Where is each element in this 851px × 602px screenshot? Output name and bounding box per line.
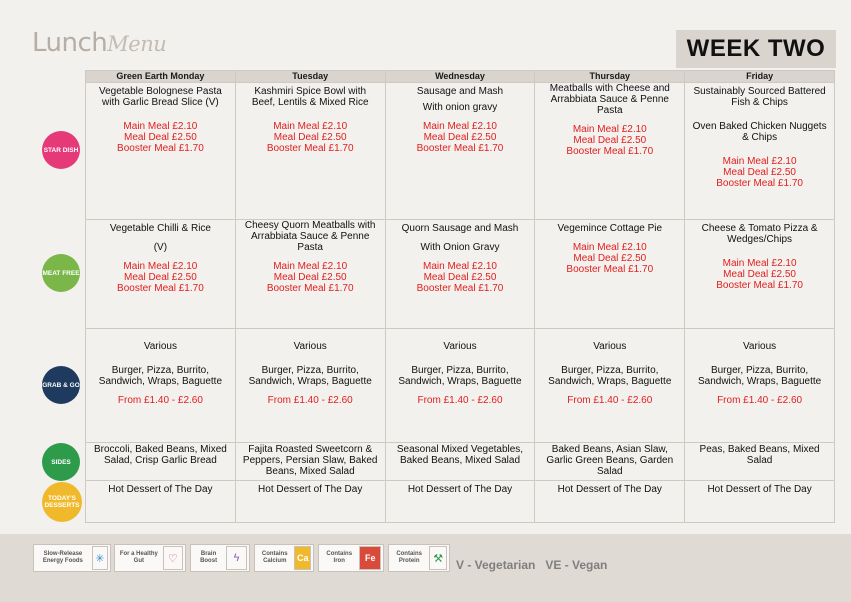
meal-deal-price: Meal Deal £2.50 [423, 132, 497, 143]
dish-name: Cheese & Tomato Pizza & Wedges/Chips [701, 223, 818, 245]
booster-meal-price: Booster Meal £1.70 [716, 178, 803, 189]
sun-icon: ✳ [92, 546, 108, 570]
star-dish-cell [685, 83, 835, 220]
grab-go-title: Various [743, 341, 777, 352]
booster-meal-price: Booster Meal £1.70 [117, 143, 204, 154]
badge-label: Contains Iron [326, 551, 353, 564]
menu-table [85, 70, 835, 523]
main-meal-price: Main Meal £2.10 [123, 261, 198, 272]
booster-meal-price: Booster Meal £1.70 [716, 280, 803, 291]
day-header: Tuesday [235, 71, 385, 83]
grab-go-items: Burger, Pizza, Burrito, Sandwich, Wraps, Baguette [398, 365, 522, 387]
booster-meal-price: Booster Meal £1.70 [117, 283, 204, 294]
meal-deal-price: Meal Deal £2.50 [273, 272, 347, 283]
sides-cell: Baked Beans, Asian Slaw, Garlic Green Beans, Garden Salad [535, 443, 685, 481]
badge-label: Contains Calcium [261, 551, 288, 564]
dish-extra: With onion gravy [422, 102, 498, 113]
star-dish-cell [235, 83, 385, 220]
badge-label: Slow-Release Energy Foods [42, 551, 83, 564]
grab-go-cell [685, 329, 835, 443]
desserts-icon: TODAY'S DESSERTS [42, 482, 82, 522]
meat-free-cell [86, 220, 236, 329]
logo-script-text: Menu [107, 32, 167, 56]
dish-name: Vegemince Cottage Pie [557, 223, 663, 234]
sides-icon: SIDES [42, 443, 80, 481]
grab-and-go-icon: GRAB & GO [42, 366, 80, 404]
badge-label: Brain Boost [200, 551, 218, 564]
grab-go-items: Burger, Pizza, Burrito, Sandwich, Wraps, Baguette [98, 365, 222, 387]
dessert-cell: Hot Dessert of The Day [235, 481, 385, 523]
main-meal-price: Main Meal £2.10 [572, 242, 647, 253]
main-meal-price: Main Meal £2.10 [273, 121, 348, 132]
day-header-row [86, 71, 835, 83]
healthy-gut-badge [114, 544, 186, 572]
dish-name: Kashmiri Spice Bowl with Beef, Lentils & Mixed Rice [251, 86, 369, 108]
star-dish-cell [86, 83, 236, 220]
dumbbell-icon: ⚒ [429, 546, 447, 570]
grab-go-price: From £1.40 - £2.60 [717, 395, 803, 406]
main-meal-price: Main Meal £2.10 [423, 121, 497, 132]
dish-name: Meatballs with Cheese and Arrabbiata Sauce & Penne Pasta [549, 83, 670, 116]
grab-go-cell [86, 329, 236, 443]
grab-go-items: Burger, Pizza, Burrito, Sandwich, Wraps, Baguette [548, 365, 672, 387]
grab-go-title: Various [293, 341, 327, 352]
dish-name: Vegetable Chilli & Rice [109, 223, 211, 234]
meal-deal-price: Meal Deal £2.50 [573, 135, 647, 146]
meal-deal-price: Meal Deal £2.50 [573, 253, 647, 264]
grab-go-title: Various [143, 341, 177, 352]
badge-label: Contains Protein [396, 551, 422, 564]
dish-name: Vegetable Bolognese Pasta with Garlic Bread Slice (V) [98, 86, 222, 108]
iron-badge [318, 544, 384, 572]
grab-go-items: Burger, Pizza, Burrito, Sandwich, Wraps, Baguette [248, 365, 372, 387]
dish-extra: With Onion Gravy [420, 242, 500, 253]
brain-boost-badge [190, 544, 250, 572]
protein-badge [388, 544, 450, 572]
lightning-icon: ϟ [226, 546, 247, 570]
day-header: Friday [685, 71, 835, 83]
dessert-cell: Hot Dessert of The Day [685, 481, 835, 523]
main-meal-price: Main Meal £2.10 [423, 261, 497, 272]
meal-deal-price: Meal Deal £2.50 [123, 272, 197, 283]
sides-cell: Broccoli, Baked Beans, Mixed Salad, Crisp Garlic Bread [86, 443, 236, 481]
grab-go-items: Burger, Pizza, Burrito, Sandwich, Wraps, Baguette [697, 365, 822, 387]
main-meal-price: Main Meal £2.10 [273, 261, 348, 272]
grab-go-price: From £1.40 - £2.60 [417, 395, 503, 406]
star-dish-row [86, 83, 835, 220]
diet-legend: V - Vegetarian VE - Vegan [456, 558, 608, 572]
dish-extra: Oven Baked Chicken Nuggets & Chips [692, 121, 827, 143]
grab-go-title: Various [443, 341, 477, 352]
grab-go-cell [385, 329, 535, 443]
dish-name: Cheesy Quorn Meatballs with Arrabbiata Sauce & Penne Pasta [244, 220, 376, 253]
dish-name: Sustainably Sourced Battered Fish & Chips [693, 86, 826, 108]
meat-free-cell [685, 220, 835, 329]
dessert-cell: Hot Dessert of The Day [535, 481, 685, 523]
meat-free-icon: MEAT FREE [42, 254, 80, 292]
dish-name: Sausage and Mash [416, 86, 504, 97]
sides-row [86, 443, 835, 481]
slow-release-badge [33, 544, 111, 572]
grab-go-row [86, 329, 835, 443]
booster-meal-price: Booster Meal £1.70 [416, 143, 504, 154]
booster-meal-price: Booster Meal £1.70 [566, 146, 654, 157]
meal-deal-price: Meal Deal £2.50 [273, 132, 347, 143]
sides-cell: Seasonal Mixed Vegetables, Baked Beans, Mixed Salad [385, 443, 535, 481]
day-header: Wednesday [385, 71, 535, 83]
grab-go-price: From £1.40 - £2.60 [567, 395, 653, 406]
dish-name: Quorn Sausage and Mash [401, 223, 519, 234]
main-meal-price: Main Meal £2.10 [572, 124, 647, 135]
day-header: Thursday [535, 71, 685, 83]
star-dish-icon: STAR DISH [42, 131, 80, 169]
main-meal-price: Main Meal £2.10 [722, 156, 797, 167]
dish-extra: (V) [153, 242, 168, 253]
calcium-badge [254, 544, 314, 572]
calcium-icon: Ca [294, 546, 311, 570]
booster-meal-price: Booster Meal £1.70 [416, 283, 504, 294]
star-dish-cell [535, 83, 685, 220]
desserts-row [86, 481, 835, 523]
main-meal-price: Main Meal £2.10 [123, 121, 198, 132]
iron-icon: Fe [359, 546, 381, 570]
day-header: Green Earth Monday [86, 71, 236, 83]
dessert-cell: Hot Dessert of The Day [86, 481, 236, 523]
dessert-cell: Hot Dessert of The Day [385, 481, 535, 523]
meal-deal-price: Meal Deal £2.50 [423, 272, 497, 283]
logo-main-text: Lunch [32, 28, 108, 58]
meat-free-row [86, 220, 835, 329]
booster-meal-price: Booster Meal £1.70 [566, 264, 654, 275]
meat-free-cell [235, 220, 385, 329]
meat-free-cell [535, 220, 685, 329]
lunch-menu-logo [32, 28, 166, 58]
sides-cell: Peas, Baked Beans, Mixed Salad [685, 443, 835, 481]
grab-go-price: From £1.40 - £2.60 [117, 395, 203, 406]
grab-go-cell [235, 329, 385, 443]
badge-label: For a Healthy Gut [119, 551, 158, 564]
grab-go-title: Various [593, 341, 627, 352]
sides-cell: Fajita Roasted Sweetcorn & Peppers, Persian Slaw, Baked Beans, Mixed Salad [235, 443, 385, 481]
meal-deal-price: Meal Deal £2.50 [723, 167, 796, 178]
meat-free-cell [385, 220, 535, 329]
grab-go-price: From £1.40 - £2.60 [267, 395, 353, 406]
heart-icon: ♡ [163, 546, 183, 570]
meal-deal-price: Meal Deal £2.50 [123, 132, 197, 143]
grab-go-cell [535, 329, 685, 443]
main-meal-price: Main Meal £2.10 [722, 258, 797, 269]
meal-deal-price: Meal Deal £2.50 [723, 269, 796, 280]
week-title: WEEK TWO [676, 30, 836, 68]
star-dish-cell [385, 83, 535, 220]
booster-meal-price: Booster Meal £1.70 [266, 143, 354, 154]
booster-meal-price: Booster Meal £1.70 [266, 283, 354, 294]
